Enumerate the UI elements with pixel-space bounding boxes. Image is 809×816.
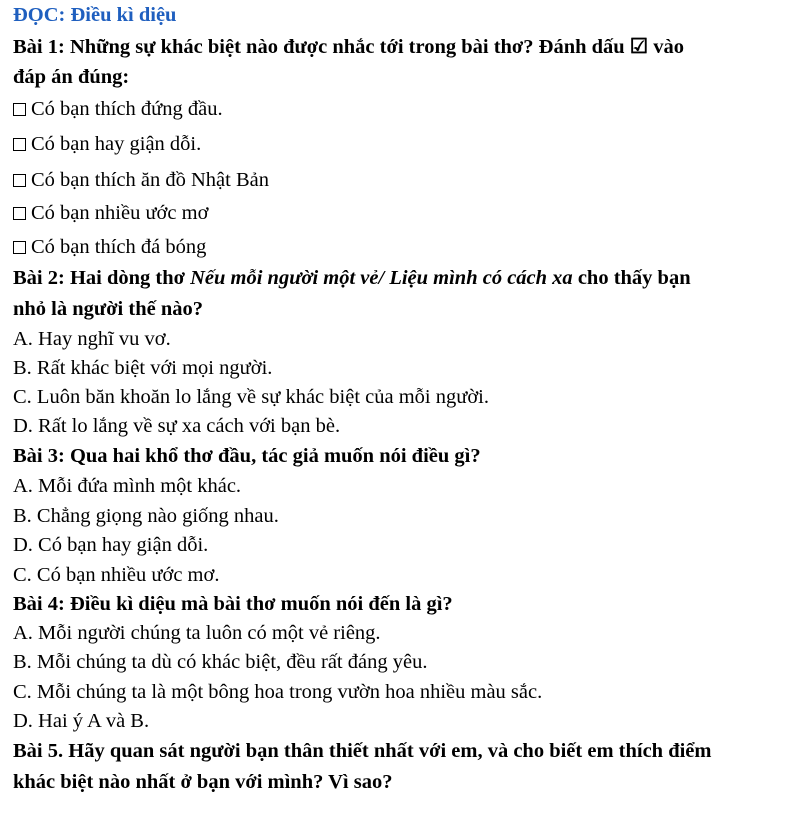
q2-option-a: A. Hay nghĩ vu vơ. — [13, 328, 171, 350]
q4-option-d: D. Hai ý A và B. — [13, 710, 150, 732]
q3-option: D. Có bạn hay giận dỗi. — [13, 534, 209, 556]
q1-prompt-line1: Bài 1: Những sự khác biệt nào được nhắc tới trong bài thơ? Đánh dấu ☑ vào — [13, 36, 685, 58]
q2-quoted-verse: Nếu mỗi người một vẻ/ Liệu mình có cách xa — [190, 267, 573, 289]
q1-prompt-line2: đáp án đúng: — [13, 66, 130, 88]
q2-prompt-line2: nhỏ là người thế nào? — [13, 298, 203, 320]
q1-option[interactable]: Có bạn thích đá bóng — [13, 235, 206, 259]
q2-prompt-line1: Bài 2: Hai dòng thơ Nếu mỗi người một vẻ/ Liệu mình có cách xa cho thấy bạn — [13, 267, 691, 289]
q1-option[interactable]: Có bạn thích đứng đầu. — [13, 97, 223, 121]
q2-option-b: B. Rất khác biệt với mọi người. — [13, 357, 273, 379]
q3-prompt: Bài 3: Qua hai khổ thơ đầu, tác giả muốn nói điều gì? — [13, 445, 481, 467]
q1-option[interactable]: Có bạn hay giận dỗi. — [13, 132, 201, 156]
q4-option-a: A. Mỗi người chúng ta luôn có một vẻ riêng. — [13, 622, 381, 644]
checkbox-icon[interactable] — [13, 138, 26, 151]
q3-option: A. Mỗi đứa mình một khác. — [13, 475, 242, 497]
q3-option: B. Chẳng giọng nào giống nhau. — [13, 505, 279, 527]
checkbox-icon[interactable] — [13, 103, 26, 116]
q1-option[interactable]: Có bạn thích ăn đồ Nhật Bản — [13, 168, 269, 192]
q1-option[interactable]: Có bạn nhiều ước mơ — [13, 201, 208, 225]
page-title: ĐỌC: Điều kì diệu — [13, 4, 177, 26]
q2-option-d: D. Rất lo lắng về sự xa cách với bạn bè. — [13, 415, 341, 437]
checkbox-icon[interactable] — [13, 207, 26, 220]
q4-option-b: B. Mỗi chúng ta dù có khác biệt, đều rất đáng yêu. — [13, 651, 428, 673]
q3-option: C. Có bạn nhiều ước mơ. — [13, 564, 220, 586]
q2-option-c: C. Luôn băn khoăn lo lắng về sự khác biệt của mỗi người. — [13, 386, 489, 408]
q5-prompt-line2: khác biệt nào nhất ở bạn với mình? Vì sao? — [13, 771, 393, 793]
checkbox-icon[interactable] — [13, 241, 26, 254]
q5-prompt-line1: Bài 5. Hãy quan sát người bạn thân thiết nhất với em, và cho biết em thích điểm — [13, 740, 712, 762]
checkbox-icon[interactable] — [13, 174, 26, 187]
q4-option-c: C. Mỗi chúng ta là một bông hoa trong vườn hoa nhiều màu sắc. — [13, 681, 543, 703]
q4-prompt: Bài 4: Điều kì diệu mà bài thơ muốn nói đến là gì? — [13, 593, 453, 615]
